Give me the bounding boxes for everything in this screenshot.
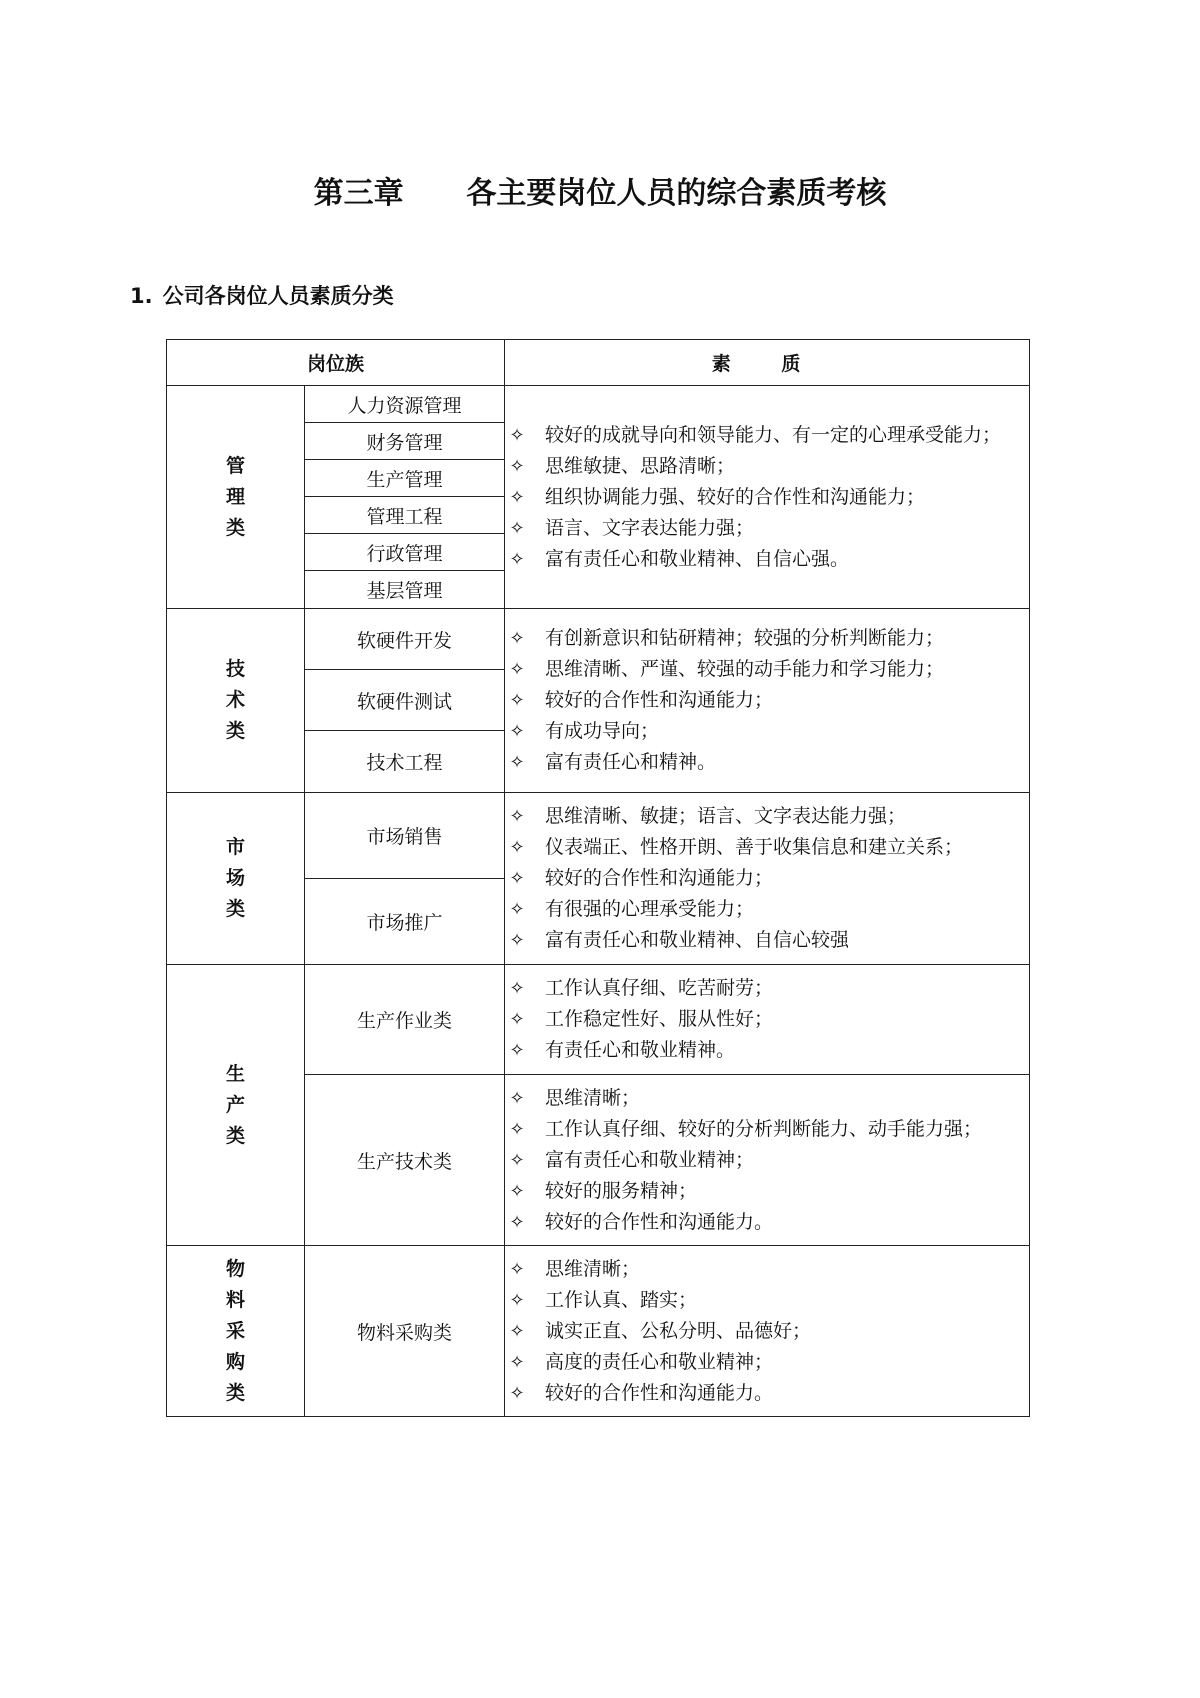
- section-heading: [130, 280, 394, 310]
- quality-table: [166, 339, 1030, 1417]
- table-row: [167, 793, 1030, 879]
- quality-cell: [505, 965, 1030, 1075]
- diamond-bullet-icon: ✧: [509, 1382, 525, 1404]
- diamond-bullet-icon: ✧: [509, 1258, 525, 1280]
- role-cell: 行政管理: [305, 534, 505, 571]
- role-cell: 基层管理: [305, 571, 505, 609]
- diamond-bullet-icon: ✧: [509, 1289, 525, 1311]
- list-item: ✧ 较好的合作性和沟通能力。: [505, 1378, 1029, 1409]
- quality-cell: [505, 793, 1030, 965]
- diamond-bullet-icon: ✧: [509, 837, 525, 858]
- role-cell: 软硬件测试: [305, 670, 505, 731]
- diamond-bullet-icon: ✧: [509, 1320, 525, 1342]
- diamond-bullet-icon: ✧: [509, 1149, 525, 1171]
- list-item: ✧ 较好的合作性和沟通能力。: [505, 1207, 1029, 1238]
- list-item: ✧ 思维清晰；: [505, 1083, 1029, 1114]
- diamond-bullet-icon: ✧: [509, 690, 525, 711]
- list-item: ✧ 工作认真、踏实；: [505, 1285, 1029, 1316]
- quality-cell: [505, 1246, 1030, 1417]
- diamond-bullet-icon: ✧: [509, 1009, 525, 1030]
- list-item: ✧ 语言、文字表达能力强；: [505, 513, 1029, 544]
- diamond-bullet-icon: ✧: [509, 1211, 525, 1233]
- role-cell: 管理工程: [305, 497, 505, 534]
- diamond-bullet-icon: ✧: [509, 659, 525, 680]
- diamond-bullet-icon: ✧: [509, 978, 525, 999]
- group-production: 生产类: [167, 965, 305, 1246]
- diamond-bullet-icon: ✧: [509, 486, 525, 508]
- list-item: ✧ 富有责任心和敬业精神、自信心较强: [505, 925, 1029, 956]
- diamond-bullet-icon: ✧: [509, 1118, 525, 1140]
- role-cell: 生产管理: [305, 460, 505, 497]
- role-cell: 技术工程: [305, 731, 505, 793]
- role-cell: 财务管理: [305, 423, 505, 460]
- group-procurement: 物料采购类: [167, 1246, 305, 1417]
- diamond-bullet-icon: ✧: [509, 1180, 525, 1202]
- list-item: ✧ 较好的合作性和沟通能力；: [505, 863, 1029, 894]
- diamond-bullet-icon: ✧: [509, 868, 525, 889]
- diamond-bullet-icon: ✧: [509, 752, 525, 773]
- list-item: ✧ 较好的合作性和沟通能力；: [505, 685, 1029, 716]
- role-cell: 市场销售: [305, 793, 505, 879]
- role-cell: 生产作业类: [305, 965, 505, 1075]
- list-item: ✧ 富有责任心和精神。: [505, 747, 1029, 778]
- list-item: ✧ 工作认真仔细、吃苦耐劳；: [505, 973, 1029, 1004]
- quality-cell: [505, 609, 1030, 793]
- section-number: 1.: [130, 284, 153, 308]
- list-item: ✧ 思维清晰；: [505, 1254, 1029, 1285]
- diamond-bullet-icon: ✧: [509, 930, 525, 951]
- table-row: [167, 1246, 1030, 1417]
- group-market: 市场类: [167, 793, 305, 965]
- list-item: ✧ 思维清晰、严谨、较强的动手能力和学习能力；: [505, 654, 1029, 685]
- diamond-bullet-icon: ✧: [509, 899, 525, 920]
- table-row: [167, 386, 1030, 423]
- list-item: ✧ 工作认真仔细、较好的分析判断能力、动手能力强；: [505, 1114, 1029, 1145]
- role-cell: 市场推广: [305, 879, 505, 965]
- role-cell: 生产技术类: [305, 1075, 505, 1246]
- list-item: ✧ 组织协调能力强、较好的合作性和沟通能力；: [505, 482, 1029, 513]
- role-cell: 物料采购类: [305, 1246, 505, 1417]
- list-item: ✧ 工作稳定性好、服从性好；: [505, 1004, 1029, 1035]
- list-item: ✧ 较好的服务精神；: [505, 1176, 1029, 1207]
- table-header-row: [167, 340, 1030, 386]
- list-item: ✧ 有很强的心理承受能力；: [505, 894, 1029, 925]
- diamond-bullet-icon: ✧: [509, 1351, 525, 1373]
- diamond-bullet-icon: ✧: [509, 424, 525, 446]
- role-cell: 软硬件开发: [305, 609, 505, 670]
- list-item: ✧ 高度的责任心和敬业精神；: [505, 1347, 1029, 1378]
- list-item: ✧ 有成功导向；: [505, 716, 1029, 747]
- diamond-bullet-icon: ✧: [509, 548, 525, 570]
- quality-cell: [505, 386, 1030, 609]
- diamond-bullet-icon: ✧: [509, 1040, 525, 1061]
- list-item: ✧ 思维清晰、敏捷；语言、文字表达能力强；: [505, 801, 1029, 832]
- role-cell: 人力资源管理: [305, 386, 505, 423]
- diamond-bullet-icon: ✧: [509, 1087, 525, 1109]
- list-item: ✧ 富有责任心和敬业精神、自信心强。: [505, 544, 1029, 575]
- list-item: ✧ 诚实正直、公私分明、品德好；: [505, 1316, 1029, 1347]
- header-job-family: 岗位族: [167, 340, 505, 386]
- list-item: ✧ 仪表端正、性格开朗、善于收集信息和建立关系；: [505, 832, 1029, 863]
- diamond-bullet-icon: ✧: [509, 628, 525, 649]
- group-management: 管理类: [167, 386, 305, 609]
- quality-cell: [505, 1075, 1030, 1246]
- diamond-bullet-icon: ✧: [509, 517, 525, 539]
- diamond-bullet-icon: ✧: [509, 721, 525, 742]
- header-quality: 素 质: [505, 340, 1030, 386]
- list-item: ✧ 有责任心和敬业精神。: [505, 1035, 1029, 1066]
- section-title: 公司各岗位人员素质分类: [162, 284, 394, 308]
- chapter-title: 第三章 各主要岗位人员的综合素质考核: [313, 176, 887, 211]
- list-item: ✧ 思维敏捷、思路清晰；: [505, 451, 1029, 482]
- table-row: [167, 609, 1030, 670]
- list-item: ✧ 有创新意识和钻研精神；较强的分析判断能力；: [505, 623, 1029, 654]
- list-item: ✧ 较好的成就导向和领导能力、有一定的心理承受能力；: [505, 420, 1029, 451]
- group-technical: 技术类: [167, 609, 305, 793]
- diamond-bullet-icon: ✧: [509, 806, 525, 827]
- diamond-bullet-icon: ✧: [509, 455, 525, 477]
- list-item: ✧ 富有责任心和敬业精神；: [505, 1145, 1029, 1176]
- table-row: [167, 965, 1030, 1075]
